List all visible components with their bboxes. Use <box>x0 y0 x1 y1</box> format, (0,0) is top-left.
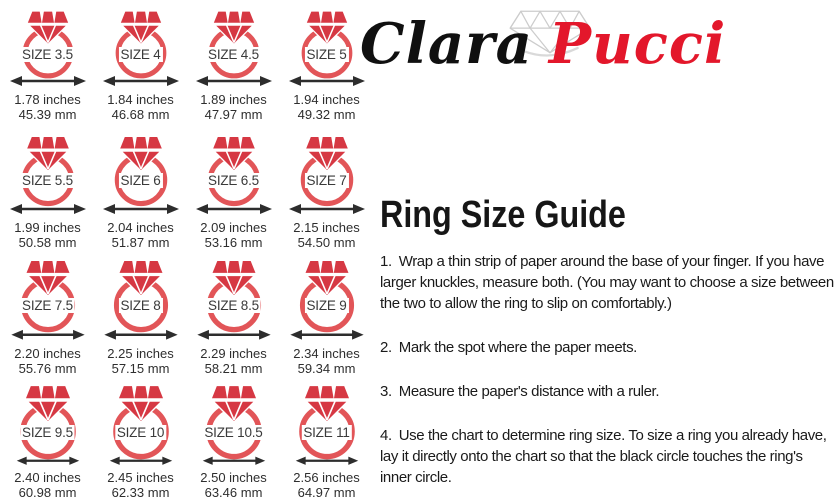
instruction-step-3 <box>380 381 836 402</box>
ring-diamond-icon <box>15 255 81 333</box>
ring-icon-wrap <box>202 131 266 207</box>
ring-measurements <box>14 220 81 250</box>
diamond-icon <box>303 383 349 422</box>
ring-size-cell <box>94 2 187 127</box>
ring-mm-value: 59.34 mm <box>297 360 356 376</box>
step-number: 4. <box>380 427 392 444</box>
ring-inches-value: 2.09 inches <box>200 219 267 235</box>
ring-measurements <box>293 470 360 500</box>
ring-mm-value: 57.15 mm <box>111 360 170 376</box>
ring-diamond-icon <box>294 255 360 333</box>
step-text: Mark the spot where the paper meets. <box>398 339 637 356</box>
ring-diamond-icon <box>110 6 172 79</box>
ring-inches-value: 2.25 inches <box>107 345 174 361</box>
ring-size-label: SIZE 4.5 <box>208 47 259 62</box>
ring-mm-value: 47.97 mm <box>204 107 263 122</box>
ring-size-cell <box>1 127 94 252</box>
ring-inches-value: 2.40 inches <box>14 470 81 485</box>
ring-inches-value: 1.78 inches <box>14 92 81 107</box>
ring-diamond-icon <box>14 380 82 460</box>
ring-diamond-icon <box>202 131 266 207</box>
ring-diamond-icon <box>203 6 265 79</box>
step-text: Wrap a thin strip of paper around the base of your finger. If you have larger knuckles, measure both. (You may want to choose a size between the two to allow the ring to slip on comfortably.) <box>380 253 834 312</box>
diamond-icon <box>211 258 256 296</box>
ring-measurements <box>293 346 360 376</box>
ring-icon-wrap <box>201 255 267 333</box>
ring-inches-value: 2.56 inches <box>293 470 360 485</box>
ring-size-cell <box>1 376 94 501</box>
diamond-icon <box>26 134 70 170</box>
ring-diamond-icon <box>109 131 173 207</box>
ring-inches-value: 1.99 inches <box>14 219 81 235</box>
step-number: 1. <box>380 253 392 270</box>
step-number: 3. <box>380 383 392 400</box>
ring-size-label: SIZE 8 <box>120 298 161 313</box>
diamond-icon <box>212 9 254 44</box>
ring-icon-wrap <box>294 255 360 333</box>
ring-mm-value: 63.46 mm <box>204 485 263 500</box>
ring-size-label: SIZE 7.5 <box>22 298 73 313</box>
ring-mm-value: 55.76 mm <box>18 360 77 376</box>
ring-mm-value: 60.98 mm <box>18 485 77 500</box>
ring-diamond-icon <box>296 6 358 79</box>
ring-mm-value: 58.21 mm <box>204 360 263 376</box>
ring-measurements <box>107 470 174 500</box>
diamond-icon <box>117 383 163 422</box>
ring-icon-wrap <box>14 380 82 460</box>
ring-inches-value: 1.94 inches <box>293 92 360 107</box>
ring-size-label: SIZE 5.5 <box>22 172 73 188</box>
ring-diamond-icon <box>201 255 267 333</box>
diamond-icon <box>304 258 349 296</box>
ring-mm-value: 62.33 mm <box>111 485 170 500</box>
ring-measurements <box>200 220 267 250</box>
instruction-list <box>380 251 836 501</box>
brand-name-clara: Clara <box>360 11 533 77</box>
ring-icon-wrap <box>17 6 79 79</box>
ring-measurements <box>200 470 267 500</box>
ring-icon-wrap <box>109 131 173 207</box>
ring-mm-value: 50.58 mm <box>18 234 77 250</box>
ring-size-label: SIZE 8.5 <box>208 298 259 313</box>
ring-diamond-icon <box>293 380 361 460</box>
ring-size-label: SIZE 3.5 <box>22 47 73 62</box>
ring-size-cell <box>94 251 187 376</box>
ring-measurements <box>14 346 81 376</box>
ring-mm-value: 46.68 mm <box>111 107 170 122</box>
ring-size-cell <box>187 251 280 376</box>
ring-icon-wrap <box>16 131 80 207</box>
brand-name-pucci: Pucci <box>548 11 727 77</box>
ring-size-cell <box>1 251 94 376</box>
diamond-icon <box>25 258 70 296</box>
ring-size-label: SIZE 6 <box>120 172 161 188</box>
ring-size-label: SIZE 9 <box>306 298 347 313</box>
ring-size-label: SIZE 10 <box>116 424 165 440</box>
diamond-icon <box>305 134 349 170</box>
ring-inches-value: 2.20 inches <box>14 345 81 361</box>
ring-mm-value: 64.97 mm <box>297 485 356 500</box>
ring-inches-value: 2.45 inches <box>107 470 174 485</box>
ring-size-cell <box>280 251 373 376</box>
ring-size-chart <box>1 2 373 500</box>
ring-measurements <box>107 346 174 376</box>
ring-mm-value: 51.87 mm <box>111 234 170 250</box>
ring-measurements <box>107 220 174 250</box>
ring-measurements <box>14 92 81 122</box>
diamond-icon <box>210 383 256 422</box>
step-text: Measure the paper's distance with a ruler. <box>398 383 660 400</box>
ring-mm-value: 49.32 mm <box>297 107 356 122</box>
ring-size-label: SIZE 9.5 <box>22 424 73 440</box>
ring-icon-wrap <box>15 255 81 333</box>
diamond-icon <box>119 134 163 170</box>
ring-inches-value: 2.50 inches <box>200 470 267 485</box>
ring-diamond-icon <box>107 380 175 460</box>
ring-size-label: SIZE 11 <box>303 424 350 440</box>
ring-size-label: SIZE 10.5 <box>204 424 263 440</box>
page-title: Ring Size Guide <box>380 194 626 236</box>
diamond-icon <box>212 134 256 170</box>
ring-diamond-icon <box>17 6 79 79</box>
ring-measurements <box>200 346 267 376</box>
diamond-icon <box>118 258 163 296</box>
step-number: 2. <box>380 339 392 356</box>
ring-diamond-icon <box>16 131 80 207</box>
ring-size-cell <box>187 127 280 252</box>
ring-measurements <box>14 470 81 500</box>
brand-logo <box>356 0 836 110</box>
instruction-step-2 <box>380 337 836 358</box>
ring-size-cell <box>94 376 187 501</box>
diamond-icon <box>119 9 161 44</box>
ring-mm-value: 53.16 mm <box>204 234 263 250</box>
ring-inches-value: 2.29 inches <box>200 345 267 361</box>
ring-diamond-icon <box>295 131 359 207</box>
ring-diamond-icon <box>200 380 268 460</box>
ring-size-label: SIZE 7 <box>306 172 347 188</box>
ring-icon-wrap <box>296 6 358 79</box>
ring-inches-value: 1.84 inches <box>107 92 174 107</box>
ring-icon-wrap <box>200 380 268 460</box>
ring-diamond-icon <box>108 255 174 333</box>
ring-measurements <box>200 92 267 122</box>
step-text: Use the chart to determine ring size. To size a ring you already have, lay it directly onto the chart so that the black circle touches the ring's inner circle. <box>380 427 827 486</box>
ring-size-label: SIZE 4 <box>120 47 161 62</box>
diamond-icon <box>24 383 70 422</box>
ring-inches-value: 2.15 inches <box>293 219 360 235</box>
ring-size-cell <box>94 127 187 252</box>
ring-icon-wrap <box>203 6 265 79</box>
ring-mm-value: 54.50 mm <box>297 234 356 250</box>
ring-size-cell <box>280 127 373 252</box>
ring-mm-value: 45.39 mm <box>18 107 77 122</box>
ring-icon-wrap <box>107 380 175 460</box>
ring-measurements <box>107 92 174 122</box>
ring-size-label: SIZE 6.5 <box>208 172 259 188</box>
instruction-step-4 <box>380 425 836 488</box>
ring-measurements <box>293 92 360 122</box>
ring-size-label: SIZE 5 <box>306 47 347 62</box>
ring-icon-wrap <box>293 380 361 460</box>
ring-size-cell <box>280 376 373 501</box>
ring-inches-value: 2.04 inches <box>107 219 174 235</box>
ring-size-cell <box>1 2 94 127</box>
ring-measurements <box>293 220 360 250</box>
brand-name <box>360 11 727 77</box>
ring-size-cell <box>187 376 280 501</box>
instruction-step-1 <box>380 251 836 314</box>
diamond-icon <box>305 9 347 44</box>
ring-icon-wrap <box>108 255 174 333</box>
ring-icon-wrap <box>295 131 359 207</box>
ring-inches-value: 1.89 inches <box>200 92 267 107</box>
ring-size-cell <box>187 2 280 127</box>
ring-icon-wrap <box>110 6 172 79</box>
diamond-icon <box>26 9 68 44</box>
ring-inches-value: 2.34 inches <box>293 345 360 361</box>
